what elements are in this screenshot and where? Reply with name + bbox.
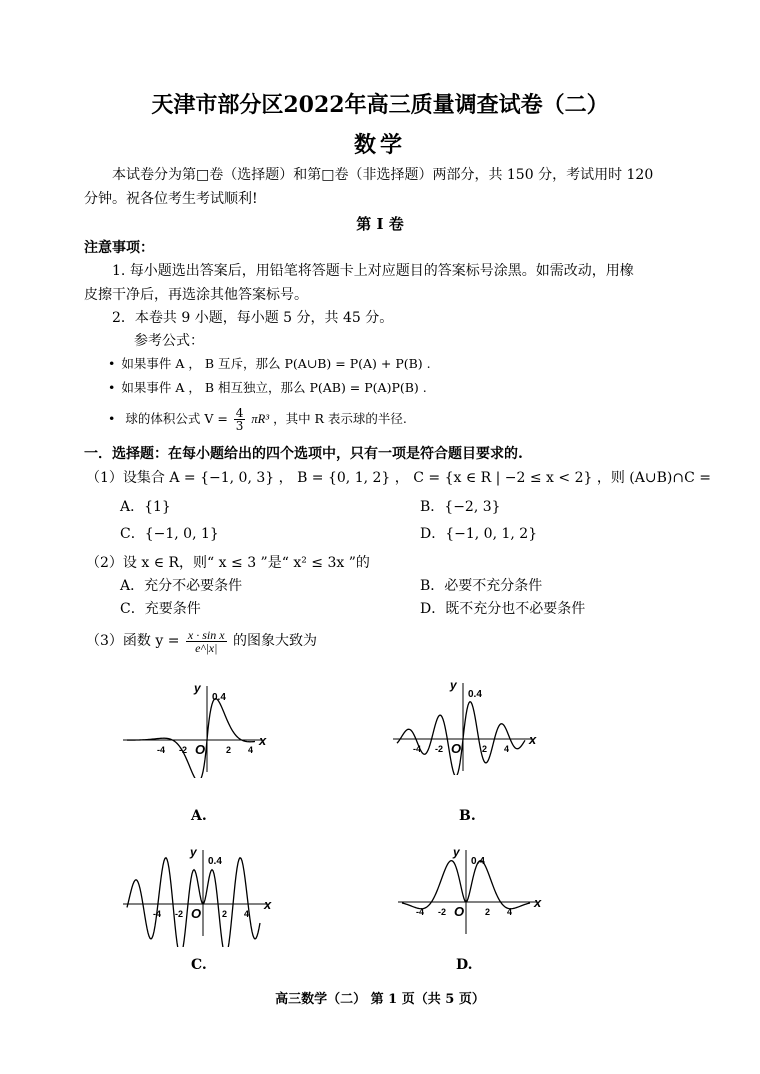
- origin-label: O: [451, 741, 462, 756]
- graph-b[interactable]: [385, 675, 545, 775]
- tick-label-4: 4: [504, 744, 510, 754]
- q2-option-d[interactable]: D．既不充分也不必要条件: [420, 601, 586, 617]
- note1-line1: 1. 每小题选出答案后，用铅笔将答题卡上对应题目的答案标号涂黑。如需改动，用橡: [112, 263, 634, 279]
- q2-option-b[interactable]: B．必要不充分条件: [420, 578, 543, 594]
- q3-stem: [86, 628, 317, 654]
- sphere-note: ，其中 R 表示球的半径.: [273, 411, 407, 426]
- tick-label-2: 2: [226, 745, 232, 755]
- q2-option-c[interactable]: C．充要条件: [120, 601, 201, 617]
- formula-sphere: [108, 404, 407, 434]
- origin-label: O: [191, 906, 202, 921]
- q1-option-d[interactable]: D．{−1, 0, 1, 2}: [420, 526, 538, 542]
- q1-option-c[interactable]: C．{−1, 0, 1}: [120, 526, 219, 542]
- tick-label--2: -2: [435, 744, 444, 754]
- y-axis-label: y: [450, 678, 457, 692]
- origin-label: O: [454, 904, 465, 919]
- graph-c-label[interactable]: C.: [191, 957, 207, 973]
- tick-label--4: -4: [153, 909, 162, 919]
- x-axis-label: x: [534, 895, 542, 910]
- q1-stem: （1）设集合 A = {−1, 0, 3} ， B = {0, 1, 2} ， C = {x ∈ R | −2 ≤ x < 2} ，则 (A∪B)∩C =: [86, 470, 711, 486]
- sphere-den: 3: [235, 419, 244, 433]
- tick-label-2: 2: [482, 744, 488, 754]
- note1-line2: 皮擦干净后，再选涂其他答案标号。: [84, 287, 308, 303]
- tick-label--4: -4: [416, 907, 425, 917]
- formula-title: 参考公式：: [134, 333, 204, 349]
- q2-option-a[interactable]: A．充分不必要条件: [120, 578, 243, 594]
- sphere-prefix: 球的体积公式 V =: [125, 411, 228, 426]
- q3-stem-prefix: （3）函数 y =: [86, 633, 180, 649]
- intro-line1: 本试卷分为第□卷（选择题）和第□卷（非选择题）两部分，共 150 分，考试用时 120: [112, 167, 654, 183]
- tick-label-4: 4: [507, 907, 513, 917]
- x-axis-label: x: [259, 733, 267, 748]
- origin-label: O: [195, 742, 206, 757]
- graph-a-label[interactable]: A.: [191, 808, 207, 824]
- page-footer: 高三数学（二） 第 1 页（共 5 页）: [275, 992, 485, 1007]
- q3-den: e^|x|: [195, 640, 218, 655]
- sphere-num: 4: [235, 406, 244, 420]
- y-axis-label: y: [194, 681, 201, 695]
- graph-d-label[interactable]: D.: [456, 957, 473, 973]
- note2: 2．本卷共 9 小题，每小题 5 分，共 45 分。: [112, 310, 394, 326]
- q1-option-b[interactable]: B．{−2, 3}: [420, 499, 501, 515]
- graph-a[interactable]: [115, 678, 275, 778]
- tick-label-2: 2: [485, 907, 491, 917]
- peak-label: 0.4: [468, 689, 482, 700]
- formula-independent: • 如果事件 A ， B 相互独立，那么 P(AB) = P(A)P(B) .: [108, 378, 427, 396]
- exam-subject: 数学: [353, 132, 406, 158]
- y-axis-label: y: [190, 845, 197, 859]
- section-title: 第 I 卷: [356, 215, 404, 233]
- intro-line2: 分钟。祝各位考生考试顺利!: [84, 191, 258, 207]
- tick-label-4: 4: [244, 909, 250, 919]
- function-curve: [397, 702, 525, 775]
- q2-stem: （2）设 x ∈ R，则“ x ≤ 3 ”是“ x² ≤ 3x ”的: [86, 555, 370, 571]
- tick-label--2: -2: [175, 909, 184, 919]
- x-axis-label: x: [264, 897, 272, 912]
- notes-title: 注意事项：: [84, 240, 154, 256]
- q3-num: x · sin x: [187, 627, 225, 642]
- tick-label-2: 2: [222, 909, 228, 919]
- graph-d[interactable]: [390, 842, 550, 947]
- formula-mutex: • 如果事件 A ， B 互斥，那么 P(A∪B) = P(A) + P(B) .: [108, 354, 431, 372]
- sphere-tail: πR³: [251, 412, 270, 426]
- q1-option-a[interactable]: A．{1}: [120, 499, 171, 515]
- graph-c[interactable]: [115, 842, 280, 947]
- tick-label--2: -2: [179, 745, 188, 755]
- y-axis-label: y: [453, 845, 460, 859]
- tick-label--4: -4: [413, 744, 422, 754]
- peak-label: 0.4: [212, 692, 226, 703]
- exam-title: 天津市部分区2022年高三质量调查试卷（二）: [151, 92, 609, 118]
- q3-stem-suffix: 的图象大致为: [233, 633, 318, 649]
- graph-b-label[interactable]: B.: [459, 808, 476, 824]
- x-axis-label: x: [529, 732, 537, 747]
- tick-label--2: -2: [438, 907, 447, 917]
- tick-label-4: 4: [248, 745, 254, 755]
- tick-label--4: -4: [157, 745, 166, 755]
- peak-label: 0.4: [208, 856, 222, 867]
- peak-label: 0.4: [471, 856, 485, 867]
- sphere-fraction: [234, 407, 246, 432]
- function-curve: [127, 858, 260, 947]
- q3-fraction: [186, 629, 227, 654]
- function-curve: [127, 699, 255, 778]
- part1-heading: 一．选择题：在每小题给出的四个选项中，只有一项是符合题目要求的.: [84, 446, 523, 462]
